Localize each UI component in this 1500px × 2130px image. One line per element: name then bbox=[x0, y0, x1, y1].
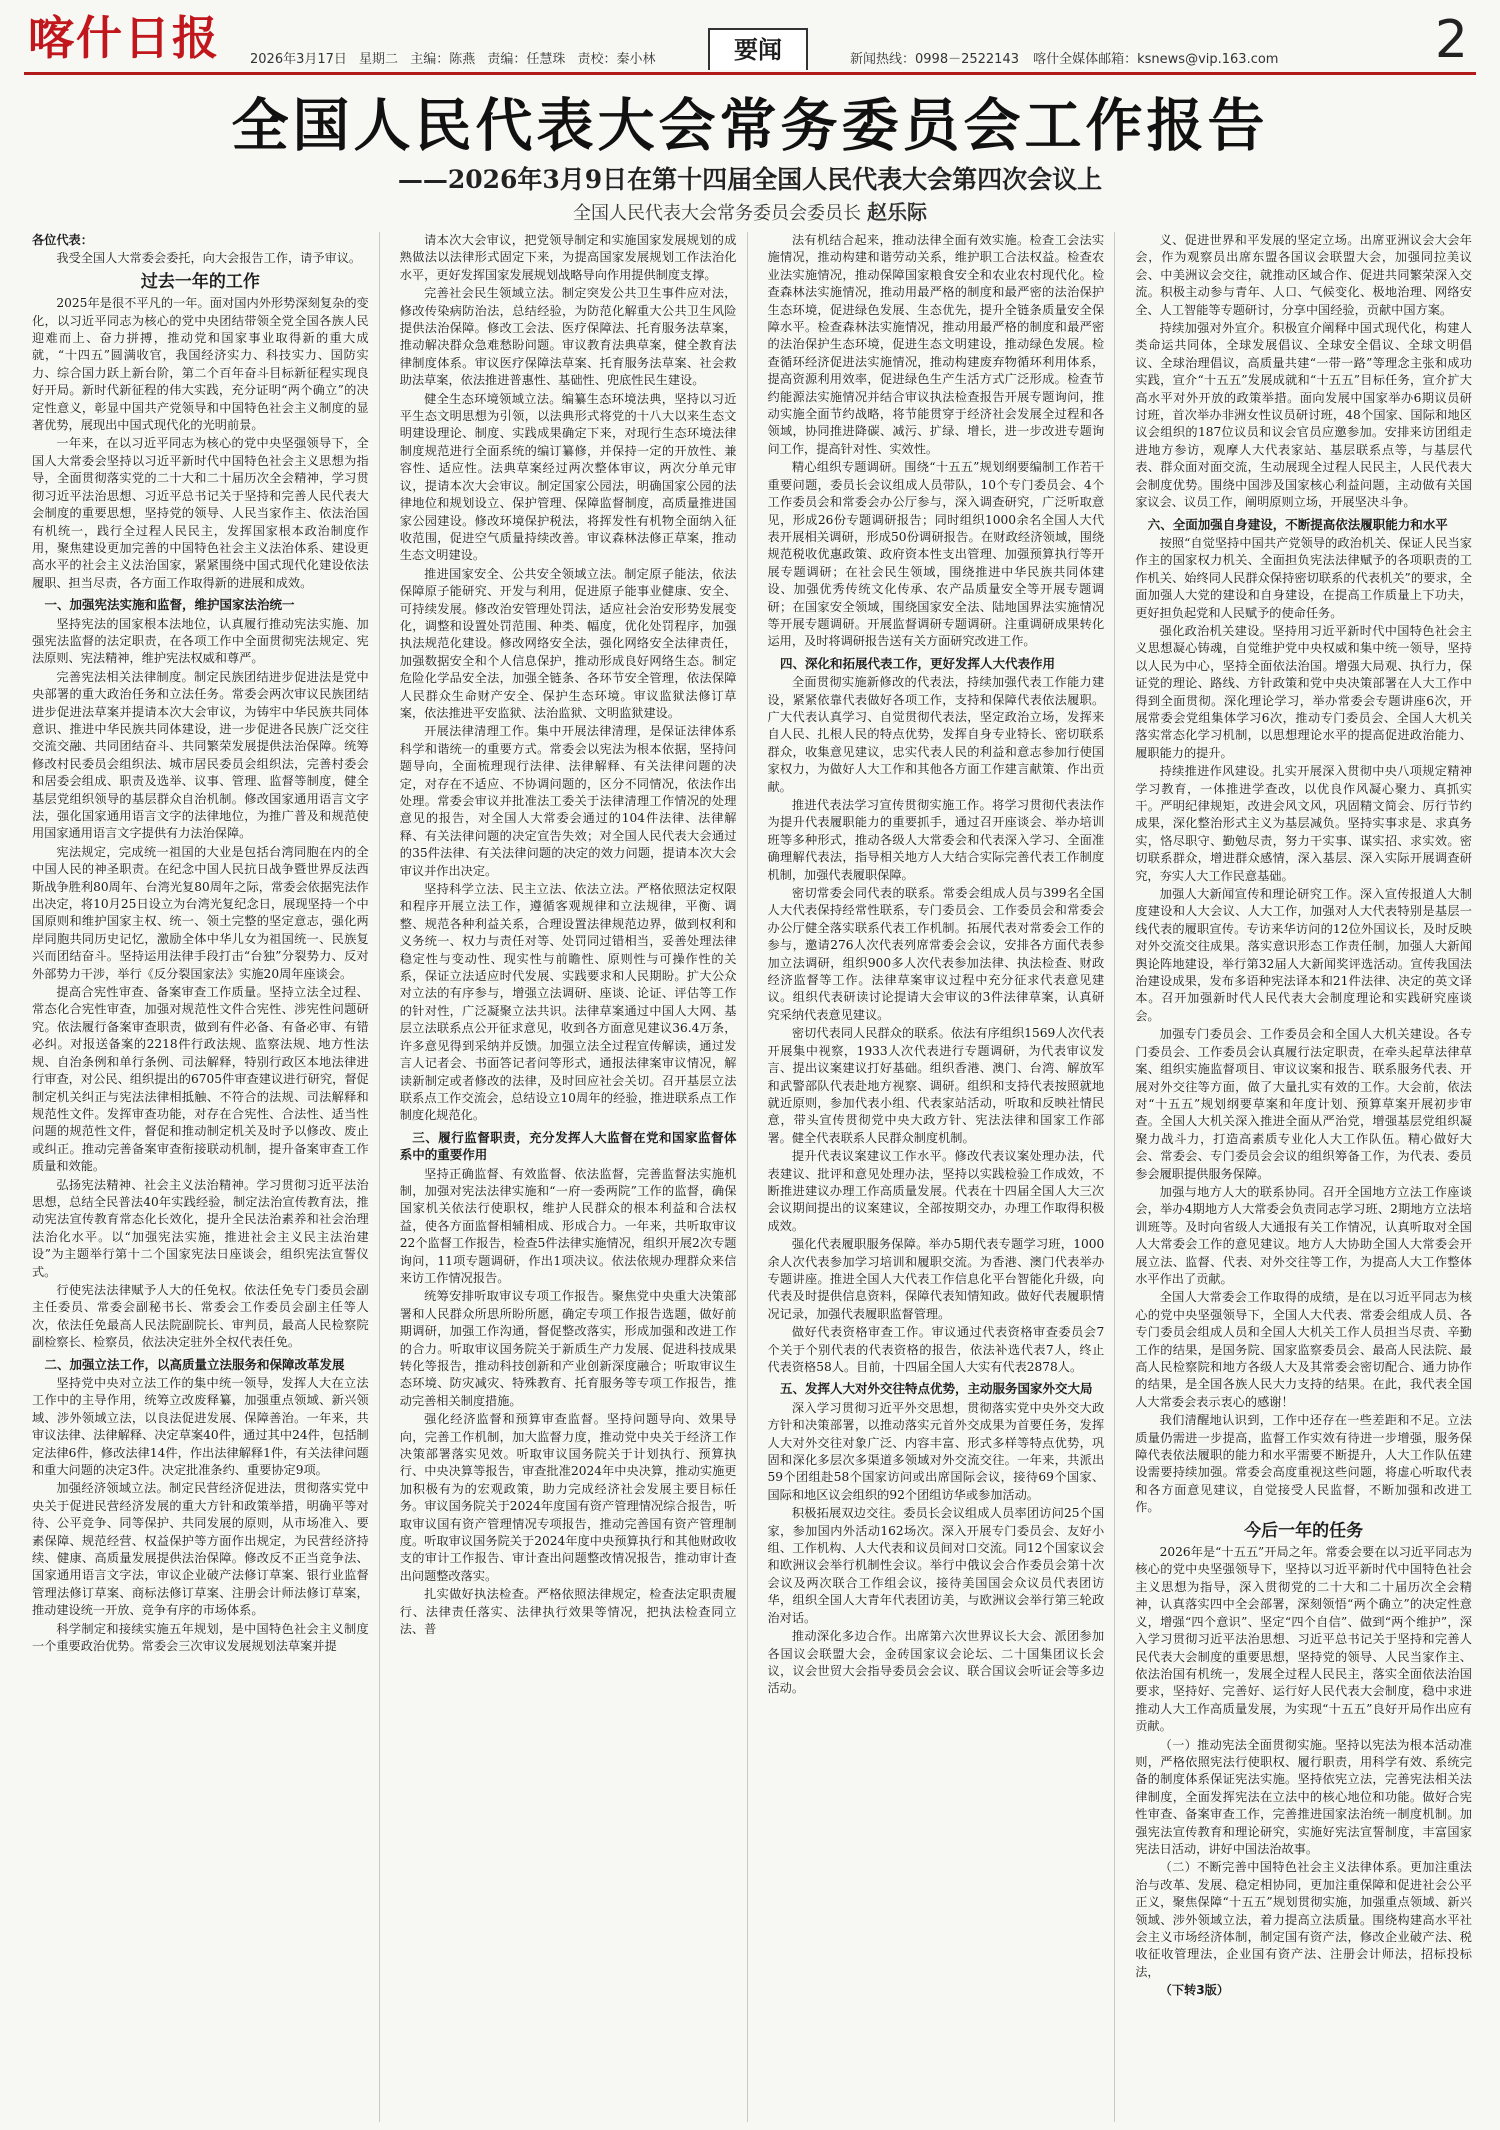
paragraph: 推动深化多边合作。出席第六次世界议长大会、派团参加各国议会联盟大会，金砖国家议会论坛、二十国集团议长会议，议会世贸大会指导委员会会议、联合国议会听证会等多边活动。 bbox=[767, 1629, 1105, 1696]
paragraph: 坚持宪法的国家根本法地位，认真履行推动宪法实施、加强宪法监督的法定职责，在各项工作中全面贯彻宪法规定、宪法原则、宪法精神，维护宪法权威和尊严。 bbox=[32, 616, 369, 666]
subsection-heading: 四、深化和拓展代表工作，更好发挥人大代表作用 bbox=[780, 655, 1056, 671]
paragraph: 行使宪法法律赋予人大的任免权。依法任免专门委员会副主任委员、常委会副秘书长、常委会工作委员会副主任等人次，依法任免最高人民法院副院长、审判员，最高人民检察院副检察长、检察员，依法决定驻外全权代表任免。 bbox=[32, 1282, 369, 1350]
article-body bbox=[32, 232, 1472, 2122]
paragraph: 推进代表法学习宣传贯彻实施工作。将学习贯彻代表法作为提升代表履职能力的重要抓手，通过召开座谈会、举办培训班等多种形式，推动各级人大常委会和代表深入学习、全面准确理解代表法，指导相关地方人大结合实际完善代表工作制度机制，加强代表履职保障。 bbox=[767, 798, 1105, 882]
chief-editor: 主编：陈燕 bbox=[410, 52, 476, 67]
proofreader: 责校：秦小林 bbox=[577, 52, 656, 67]
paragraph: 义、促进世界和平发展的坚定立场。出席亚洲议会大会年会，作为观察员出席东盟各国议会联盟大会，加强同拉美议会、中美洲议会交往，就推动区域合作、促进共同繁荣深入交流。积极主动参与青年、人口、气候变化、极地治理、网络安全、人工智能等专题研讨，分享中国经验，贡献中国方案。 bbox=[1135, 233, 1472, 317]
news-hotline: 新闻热线：0998－2522143 bbox=[850, 52, 1019, 67]
article-byline bbox=[0, 196, 1500, 225]
duty-editor: 责编：任慧珠 bbox=[487, 52, 566, 67]
paragraph: 一年来，在以习近平同志为核心的党中央坚强领导下，全国人大常委会坚持以习近平新时代中国特色社会主义思想为指导，全面贯彻落实党的二十大和二十届历次全会精神，学习贯彻习近平法治思想、习近平总书记关于坚持和完善人民代表大会制度的重要思想，坚持党的领导、人民当家作主、依法治国有机统一，践行全过程人民民主，发挥国家根本政治制度作用，聚焦建设更加完善的中国特色社会主义法治体系、建设更高水平的社会主义法治国家，紧紧围绕中国式现代化建设依法履职、担当尽责，各方面工作取得新的进展和成效。 bbox=[32, 436, 369, 590]
paragraph: 加强专门委员会、工作委员会和全国人大机关建设。各专门委员会、工作委员会认真履行法定职责，在牵头起草法律草案、组织实施监督项目、审议议案和报告、联系服务代表、开展对外交往等方面，做了大量扎实有效的工作。大会前，依法对“十五五”规划纲要草案和年度计划、预算草案开展初步审查。全国人大机关深入推进全面从严治党，增强基层党组织凝聚力战斗力，打造高素质专业化人大工作队伍。精心做好大会、常委会、专门委员会会议的组织筹备工作，为代表、委员参会履职提供服务保障。 bbox=[1135, 1027, 1472, 1181]
paragraph: 我们清醒地认识到，工作中还存在一些差距和不足。立法质量仍需进一步提高，监督工作实效有待进一步增强，服务保障代表依法履职的能力和水平需要不断提升，人大工作队伍建设需要持续加强。常委会高度重视这些问题，将虚心听取代表和各方面意见建议，自觉接受人民监督，不断加强和改进工作。 bbox=[1135, 1413, 1472, 1515]
paragraph: 2026年是“十五五”开局之年。常委会要在以习近平同志为核心的党中央坚强领导下，坚持以习近平新时代中国特色社会主义思想为指导，深入贯彻党的二十大和二十届历次全会精神，认真落实四中全会部署，深刻领悟“两个确立”的决定性意义，增强“四个意识”、坚定“四个自信”、做到“两个维护”，深入学习贯彻习近平法治思想、习近平总书记关于坚持和完善人民代表大会制度的重要思想，坚持党的领导、人民当家作主、依法治国有机统一，发展全过程人民民主，落实全面依法治国要求，坚持好、完善好、运行好人民代表大会制度，稳中求进推动人大工作高质量发展，为实现“十五五”良好开局作出应有贡献。 bbox=[1135, 1545, 1472, 1734]
paragraph: 推进国家安全、公共安全领域立法。制定原子能法，依法保障原子能研究、开发与利用，促进原子能事业健康、安全、可持续发展。修改治安管理处罚法，适应社会治安形势发展变化，调整和设置处罚范围、种类、幅度，优化处罚程序，加强执法规范化建设。修改网络安全法，强化网络安全法律责任，加强数据安全和个人信息保护，推动形成良好网络生态。制定危险化学品安全法，加强全链条、各环节安全管理，依法保障人民群众生命财产安全、保护生态环境。审议监狱法修订草案，依法推进平安监狱、法治监狱、文明监狱建设。 bbox=[399, 566, 737, 720]
paragraph: 强化经济监督和预算审查监督。坚持问题导向、效果导向，完善工作机制，加大监督力度，推动党中央关于经济工作决策部署落实见效。听取审议国务院关于计划执行、预算执行、中央决算等报告，审查批准2024年中央决算，推动实施更加积极有为的宏观政策，助力完成经济社会发展主要目标任务。审议国务院关于2024年度国有资产管理情况综合报告，听取审议国有资产管理情况专项报告，推动完善国有资产管理制度。听取审议国务院关于2024年度中央预算执行和其他财政收支的审计工作报告、审计查出问题整改情况报告，推动审计查出问题整改落实。 bbox=[399, 1412, 737, 1583]
subsection-heading: 二、加强立法工作，以高质量立法服务和保障改革发展 bbox=[44, 1356, 345, 1372]
issue-weekday: 星期二 bbox=[359, 52, 399, 67]
paragraph: 密切常委会同代表的联系。常委会组成人员与399名全国人大代表保持经常性联系，专门委员会、工作委员会和常委会办公厅健全落实联系代表工作机制。拓展代表对常委会工作的参与，邀请276人次代表列席常委会会议，安排各方面代表参加立法调研，组织900多人次代表参加法律、执法检查、财政经济监督等工作。法律草案审议过程中充分征求代表意见建议。组织代表研读讨论提请大会审议的3件法律草案，认真研究采纳代表意见建议。 bbox=[767, 886, 1105, 1022]
paragraph: 加强人大新闻宣传和理论研究工作。深入宣传报道人大制度建设和人大会议、人大工作，加强对人大代表特别是基层一线代表的履职宣传。专访来华访问的12位外国议长，及时反映对外交流交往成果。落实意识形态工作责任制，加强人大新闻舆论阵地建设，举行第32届人大新闻奖评选活动。宣传我国法治建设成果，发布多语种宪法译本和21件法律、决定的英文译本。召开加强新时代人民代表大会制度理论和实践研究座谈会。 bbox=[1135, 887, 1472, 1023]
paragraph: 弘扬宪法精神、社会主义法治精神。学习贯彻习近平法治思想，总结全民普法40年实践经验，制定法治宣传教育法，推动宪法宣传教育常态化长效化，提升全民法治素养和社会治理法治化水平。以“加强宪法实施，推进社会主义民主法治建设”为主题举行第十二个国家宪法日座谈会，组织宪法宣誓仪式。 bbox=[32, 1177, 369, 1279]
subsection-heading: 一、加强宪法实施和监督，维护国家法治统一 bbox=[44, 597, 295, 613]
salutation: 各位代表： bbox=[32, 233, 93, 247]
subsection-heading: 三、履行监督职责，充分发挥人大监督在党和国家监督体系中的重要作用 bbox=[399, 1129, 737, 1163]
paragraph: 坚持正确监督、有效监督、依法监督，完善监督法实施机制，加强对宪法法律实施和“一府一委两院”工作的监督，确保国家机关依法行使职权，维护人民群众的根本利益和合法权益，使各方面监督相辅相成、形成合力。一年来，共听取审议22个监督工作报告，检查5件法律实施情况，组织开展2次专题询问，11项专题调研，作出1项决议。依法依规办理群众来信来访工作情况报告。 bbox=[399, 1166, 737, 1285]
section-heading: 过去一年的工作 bbox=[140, 271, 260, 292]
paragraph: 2025年是很不平凡的一年。面对国内外形势深刻复杂的变化，以习近平同志为核心的党中央团结带领全党全国各族人民迎难而上、奋力拼搏，推动党和国家事业取得新的重大成就，“十四五”圆满收官，我国经济实力、科技实力、国防实力、综合国力跃上新台阶，第二个百年奋斗目标新征程实现良好开局。新时代新征程的伟大实践，充分证明“两个确立”的决定性意义，彰显中国共产党领导和中国特色社会主义制度的显著优势，展现出中国式现代化的光明前景。 bbox=[32, 296, 369, 433]
paragraph: 请本次大会审议，把党领导制定和实施国家发展规划的成熟做法以法律形式固定下来，为提高国家发展规划工作法治化水平，更好发挥国家发展规划战略导向作用提供制度支撑。 bbox=[399, 233, 737, 282]
paragraph: 宪法规定，完成统一祖国的大业是包括台湾同胞在内的全中国人民的神圣职责。在纪念中国人民抗日战争暨世界反法西斯战争胜利80周年、台湾光复80周年之际，常委会依据宪法作出决定，将10月25日设立为台湾光复纪念日，展现坚持一个中国原则和维护国家主权、统一、领土完整的坚定意志，强化两岸同胞共同历史记忆，激励全体中华儿女为祖国统一、民族复兴而团结奋斗。坚持运用法律手段打击“台独”分裂势力、反对外部势力干涉，举行《反分裂国家法》实施20周年座谈会。 bbox=[32, 844, 369, 981]
paragraph: 坚持科学立法、民主立法、依法立法。严格依照法定权限和程序开展立法工作，遵循客观规律和立法规律，平衡、调整、规范各种利益关系，合理设置法律规范边界，做到权利和义务统一、权力与责任对等、处罚同过错相当，妥善处理法律稳定性与变动性、现实性与前瞻性、原则性与可操作性的关系，保证立法适应时代发展、实践要求和人民期盼。扩大公众对立法的有序参与，增强立法调研、座谈、论证、评估等工作的针对性，广泛凝聚立法共识。法律草案通过中国人大网、基层立法联系点公开征求意见，收到各方面意见建议36.4万条，许多意见得到采纳并反馈。加强立法全过程宣传解读，通过发言人记者会、书面答记者问等形式，通报法律案审议情况，解读新制定或者修改的法律，及时回应社会关切。召开基层立法联系点工作交流会，总结设立10周年的经验，推进联系点工作制度化规范化。 bbox=[399, 882, 737, 1123]
masthead bbox=[24, 8, 1476, 75]
paragraph: 按照“自觉坚持中国共产党领导的政治机关、保证人民当家作主的国家权力机关、全面担负宪法法律赋予的各项职责的工作机关、始终同人民群众保持密切联系的代表机关”的要求，全面加强人大党的建设和自身建设，在提高工作质量上下功夫，更好担负起党和人民赋予的使命任务。 bbox=[1135, 535, 1472, 620]
news-email: 喀什全媒体邮箱：ksnews@vip.163.com bbox=[1033, 52, 1279, 67]
paragraph: 强化政治机关建设。坚持用习近平新时代中国特色社会主义思想凝心铸魂，自觉维护党中央权威和集中统一领导，坚持以人民为中心，坚持全面依法治国。增强大局观、执行力，保证党的理论、路线、方针政策和党中央决策部署在人大工作中得到全面贯彻。深化理论学习，举办常委会专题讲座6次，开展常委会党组集体学习6次，推动专门委员会、全国人大机关落实常态化学习机制，以思想理论水平的提高促进政治能力、履职能力的提升。 bbox=[1135, 623, 1472, 760]
subsection-heading: 六、全面加强自身建设，不断提高依法履职能力和水平 bbox=[1147, 516, 1448, 532]
issue-date: 2026年3月17日 bbox=[250, 52, 347, 67]
paragraph: 提升代表议案建议工作水平。修改代表议案处理办法，代表建议、批评和意见处理办法，坚持以实践检验工作成效，不断推进建议办理工作高质量发展。代表在十四届全国人大三次会议期间提出的议案建议，全部按期交办，办理工作取得积极成效。 bbox=[767, 1149, 1105, 1233]
paragraph: 做好代表资格审查工作。审议通过代表资格审查委员会7个关于个别代表的代表资格的报告，依法补选代表7人，终止代表资格58人。目前，十四届全国人大实有代表2878人。 bbox=[767, 1325, 1105, 1374]
paragraph: 我受全国人大常委会委托，向大会报告工作，请予审议。 bbox=[56, 251, 362, 266]
paragraph: 完善社会民生领域立法。制定突发公共卫生事件应对法，修改传染病防治法，总结经验，为防范化解重大公共卫生风险提供法治保障。修改工会法、医疗保障法、托育服务法草案，推动解决群众急难愁盼问题。审议教育法典草案，健全教育法律制度体系。审议医疗保障法草案、托育服务法草案、社会救助法草案，依法推进普惠性、基础性、兜底性民生建设。 bbox=[399, 286, 737, 388]
paragraph: 完善宪法相关法律制度。制定民族团结进步促进法是党中央部署的重大政治任务和立法任务。常委会两次审议民族团结进步促进法草案并提请本次大会审议，为铸牢中华民族共同体意识、推进中华民族共同体建设，进一步促进各民族广泛交往交流交融、共同团结奋斗、共同繁荣发展提供法治保障。统筹修改村民委员会组织法、城市居民委员会组织法，完善村委会和居委会组成、职责及选举、议事、管理、监督等制度，健全基层党组织领导的基层群众自治机制。修改国家通用语言文字法，强化国家通用语言文字的法律地位，为推广普及和规范使用国家通用语言文字提供有力法治保障。 bbox=[32, 669, 369, 841]
paragraph: 开展法律清理工作。集中开展法律清理，是保证法律体系科学和谐统一的重要方式。常委会以宪法为根本依据，坚持问题导向，全面梳理现行法律、法律解释、有关法律问题的决定，对存在不适应、不协调问题的，区分不同情况，依法作出处理。常委会审议并批准法工委关于法律清理工作情况的处理意见的报告，对全国人大常委会通过的104件法律、法律解释、有关法律问题的决定宣告失效；对全国人民代表大会通过的35件法律、有关法律问题的决定的效力问题，提请本次大会审议并作出决定。 bbox=[399, 724, 737, 878]
contact-info bbox=[850, 48, 1288, 67]
paragraph: 积极拓展双边交往。委员长会议组成人员率团访问25个国家，参加国内外活动162场次。深入开展专门委员会、友好小组、工作机构、人大代表和议员间对口交流。同12个国家议会和欧洲议会举行机制性会议。举行中俄议会合作委员会第十次会议及两次联合工作组会议，接待美国国会众议员代表团访华，组织全国人大青年代表团访美，与欧洲议会举行第三轮政治对话。 bbox=[767, 1506, 1105, 1625]
paragraph: 提高合宪性审查、备案审查工作质量。坚持立法全过程、常态化合宪性审查，加强对规范性文件合宪性、涉宪性问题研究。依法履行备案审查职责，做到有件必备、有备必审、有错必纠。对报送备案的2218件行政法规、监察法规、地方性法规、自治条例和单行条例、司法解释，特别行政区本地法律进行审查，对公民、组织提出的6705件审查建议进行研究，督促制定机关纠正与宪法法律相抵触、不符合的法规、司法解释和规范性文件。发挥审查功能，对存在合宪性、合法性、适当性问题的规范性文件，督促和推动制定机关及时予以修改、废止或纠正。推动完善备案审查衔接联动机制，提升备案审查工作质量和效能。 bbox=[32, 985, 369, 1174]
paragraph: 持续加强对外宣介。积极宣介阐释中国式现代化，构建人类命运共同体，全球发展倡议、全球安全倡议、全球文明倡议、全球治理倡议，高质量共建“一带一路”等理念主张和成功实践，宣介“十五五”发展成就和“十五五”目标任务，宣介扩大高水平对外开放的政策举措。面向发展中国家举办6期议员研讨班，首次举办非洲女性议员研讨班，48个国家、国际和地区议会组织的187位议员和议会官员应邀参加。安排来访团组走进地方参访，观摩人大代表家站、基层联系点等，与基层代表、群众面对面交流，生动展现全过程人民民主，人民代表大会制度优势。围绕中国涉及国家核心利益问题，主动做有关国家议会、议员工作，阐明原则立场，开展坚决斗争。 bbox=[1135, 321, 1472, 510]
paragraph: 加强经济领域立法。制定民营经济促进法，贯彻落实党中央关于促进民营经济发展的重大方针和政策举措，明确平等对待、公平竞争、同等保护、共同发展的原则，从市场准入、要素保障、规范经营、权益保护等方面作出规定，为民营经济持续、健康、高质量发展提供法治保障。修改反不正当竞争法、国家通用语言文字法，审议企业破产法修订草案、银行业监督管理法修订草案、商标法修订草案、注册会计师法修订草案，推动建设统一开放、竞争有序的市场体系。 bbox=[32, 1481, 369, 1618]
article-column bbox=[400, 232, 748, 2122]
article-column bbox=[768, 232, 1116, 2122]
subsection-heading: 五、发挥人大对外交往特点优势，主动服务国家外交大局 bbox=[780, 1381, 1093, 1397]
byline-name: 赵乐际 bbox=[867, 200, 927, 224]
section-heading: 今后一年的任务 bbox=[1244, 1520, 1364, 1541]
byline-role: 全国人民代表大会常务委员会委员长 bbox=[573, 203, 861, 224]
newspaper-logo: 喀什日报 bbox=[28, 11, 220, 65]
paragraph: 加强与地方人大的联系协同。召开全国地方立法工作座谈会，举办4期地方人大常委会负责同志学习班、2期地方立法培训班等。及时向省级人大通报有关工作情况，认真听取对全国人大常委会工作的意见建议。地方人大协助全国人大常委会开展立法、监督、代表、对外交往等工作，为提高人大工作整体水平作出了贡献。 bbox=[1135, 1184, 1472, 1286]
paragraph: 持续推进作风建设。扎实开展深入贯彻中央八项规定精神学习教育，一体推进学查改，以优良作风凝心聚力、真抓实干。严明纪律规矩，改进会风文风，巩固精文简会、厉行节约成果，深化整治形式主义为基层减负。坚持实事求是、求真务实，恪尽职守、勤勉尽责，努力干实事、谋实招、求实效。密切联系群众，增进群众感情，深入基层、深入实际开展调查研究，夯实人大工作民意基础。 bbox=[1135, 764, 1472, 883]
paragraph: （一）推动宪法全面贯彻实施。坚持以宪法为根本活动准则，严格依照宪法行使职权、履行职责，用科学有效、系统完备的制度体系保证宪法实施。坚持依宪立法，完善宪法相关法律制度，全面发挥宪法在立法中的核心地位和功能。做好合宪性审查、备案审查工作，完善推进国家法治统一制度机制。加强宪法宣传教育和理论研究，实施好宪法宣誓制度，丰富国家宪法日活动，讲好中国法治故事。 bbox=[1135, 1737, 1472, 1856]
paragraph: （二）不断完善中国特色社会主义法律体系。更加注重法治与改革、发展、稳定相协同，更加注重保障和促进社会公平正义，聚焦保障“十五五”规划贯彻实施，加强重点领域、新兴领域、涉外领域立法，着力提高立法质量。围绕构建高水平社会主义市场经济体制，制定国有资产法，修改企业破产法、税收征收管理法，企业国有资产法、注册会计师法，招标投标法， bbox=[1135, 1860, 1472, 1979]
issue-info bbox=[250, 48, 664, 67]
paragraph: 密切代表同人民群众的联系。依法有序组织1569人次代表开展集中视察，1933人次代表进行专题调研，为代表审议发言、提出议案建议打好基础。组织香港、澳门、台湾、解放军和武警部队代表赴地方视察、调研。组织和支持代表按照就地就近原则，参加代表小组、代表家站活动，听取和反映社情民意，带头宣传贯彻党中央大政方针、宪法法律和国家工作部署。健全代表联系人民群众制度机制。 bbox=[767, 1026, 1105, 1145]
paragraph: 扎实做好执法检查。严格依照法律规定，检查法定职责履行、法律责任落实、法律执行效果等情况，把执法检查同立法、普 bbox=[399, 1587, 737, 1637]
article-column bbox=[32, 232, 380, 2122]
article-title: 全国人民代表大会常务委员会工作报告 bbox=[231, 93, 1269, 159]
paragraph: 坚持党中央对立法工作的集中统一领导，发挥人大在立法工作中的主导作用，统筹立改废释纂，加强重点领域、新兴领域、涉外领域立法，以良法促进发展、保障善治。一年来，共审议法律、法律解释、决定草案40件，通过其中24件，包括制定法律6件，修改法律14件，作出法律解释1件，有关法律问题和重大问题的决定3件。决定批准条约、重要协定9项。 bbox=[32, 1376, 369, 1478]
paragraph: 统筹安排听取审议专项工作报告。聚焦党中央重大决策部署和人民群众所思所盼所愿，确定专项工作报告选题，做好前期调研，加强工作沟通，督促整改落实，形成加强和改进工作的合力。听取审议国务院关于新质生产力发展、促进科技成果转化等报告，推动科技创新和产业创新深度融合；听取审议生态环境、防灾减灾、特殊教育、托育服务等专项工作报告，推动完善相关制度措施。 bbox=[399, 1289, 737, 1408]
paragraph: 深入学习贯彻习近平外交思想，贯彻落实党中央外交大政方针和决策部署，以推动落实元首外交成果为首要任务，发挥人大对外交往对象广泛、内容丰富、形式多样等特点优势，巩固和深化多层次多渠道多领域对外交流交往。一年来，共派出59个团组赴58个国家访问或出席国际会议，接待69个国家、国际和地区议会组织的92个团组访华或参加活动。 bbox=[767, 1400, 1105, 1502]
paragraph: 全面贯彻实施新修改的代表法，持续加强代表工作能力建设，紧紧依靠代表做好各项工作，支持和保障代表依法履职。广大代表认真学习、自觉贯彻代表法，坚定政治立场，发挥来自人民、扎根人民的特点优势，发挥自身专业特长、密切联系群众，收集意见建议，忠实代表人民的利益和意志参加行使国家权力，为做好人大工作和其他各方面工作建言献策、作出贡献。 bbox=[767, 675, 1105, 794]
article-column bbox=[1135, 232, 1472, 2122]
article-subtitle: ——2026年3月9日在第十四届全国人民代表大会第四次会议上 bbox=[397, 165, 1103, 194]
paragraph: 科学制定和接续实施五年规划，是中国特色社会主义制度一个重要政治优势。常委会三次审议发展规划法草案并提 bbox=[32, 1621, 369, 1654]
paragraph: 强化代表履职服务保障。举办5期代表专题学习班，1000余人次代表参加学习培训和履职交流。为香港、澳门代表举办专题讲座。推进全国人大代表工作信息化平台智能化升级，向代表及时提供信息资料，保障代表知情知政。做好代表履职情况记录，加强代表履职监督管理。 bbox=[767, 1237, 1105, 1321]
paragraph: 精心组织专题调研。围绕“十五五”规划纲要编制工作若干重要问题，委员长会议组成人员带队，10个专门委员会、4个工作委员会和常委会办公厅参与，深入调查研究，广泛听取意见，形成26份专题调研报告；同时组织1000余名全国人大代表开展相关调研，形成50份调研报告。在财政经济领域，围绕规范税收优惠政策、政府资本性支出管理、加强预算执行等开展专题调研；在社会民生领域，围绕推进中华民族共同体建设、加强优秀传统文化传承、农产品质量安全等开展专题调研；在国家安全领域，围绕国家安全法、陆地国界法实施情况等开展专题调研。开展监督调研专题调研。注重调研成果转化运用，及时将调研报告送有关方面研究改进工作。 bbox=[767, 460, 1105, 649]
section-tab: 要闻 bbox=[708, 28, 808, 70]
continuation-note: （下转3版） bbox=[1159, 1983, 1230, 1998]
page-number: 2 bbox=[1434, 10, 1468, 70]
paragraph: 健全生态环境领域立法。编纂生态环境法典，坚持以习近平生态文明思想为引领，以法典形式将党的十八大以来生态文明建设理论、制度、实践成果确定下来，对现行生态环境法律制度规范进行全面系统的编订纂修，并保持一定的开放性、兼容性、适应性。法典草案经过两次整体审议，两次分单元审议，提请本次大会审议。制定国家公园法，明确国家公园的法律地位和规划设立、保护管理、保障监督制度，高质量推进国家公园建设。修改环境保护税法，将挥发性有机物全面纳入征收范围，促进空气质量持续改善。审议森林法修正草案，推动生态文明建设。 bbox=[399, 391, 737, 563]
paragraph: 法有机结合起来，推动法律全面有效实施。检查工会法实施情况，推动构建和谐劳动关系，维护职工合法权益。检查农业法实施情况，推动保障国家粮食安全和农业农村现代化。检查森林法实施情况，推动用最严格的制度和最严密的法治保护生态环境，促进绿色发展、生态优先，提升全链条质量安全保障水平。检查森林法实施情况，推动用最严格的制度和最严密的法治保护生态环境，促进生态文明建设，推动绿色发展。检查循环经济促进法实施情况，推动构建废弃物循环利用体系，提高资源利用效率，促进绿色生产生活方式广泛形成。检查节约能源法实施情况并结合审议执法检查报告开展专题询问，推动实施全面节约战略，将节能贯穿于经济社会发展全过程和各领域，协同推进降碳、减污、扩绿、增长，进一步改进专题询问工作，提高针对性、实效性。 bbox=[767, 233, 1105, 456]
paragraph: 全国人大常委会工作取得的成绩，是在以习近平同志为核心的党中央坚强领导下，全国人大代表、常委会组成人员、各专门委员会组成人员和全国人大机关工作人员担当尽责、辛勤工作的结果，是国务院、国家监察委员会、最高人民法院、最高人民检察院和地方各级人大及其常委会密切配合、通力协作的结果，是全国各族人民大力支持的结果。在此，我代表全国人大常委会表示衷心的感谢！ bbox=[1135, 1290, 1472, 1409]
